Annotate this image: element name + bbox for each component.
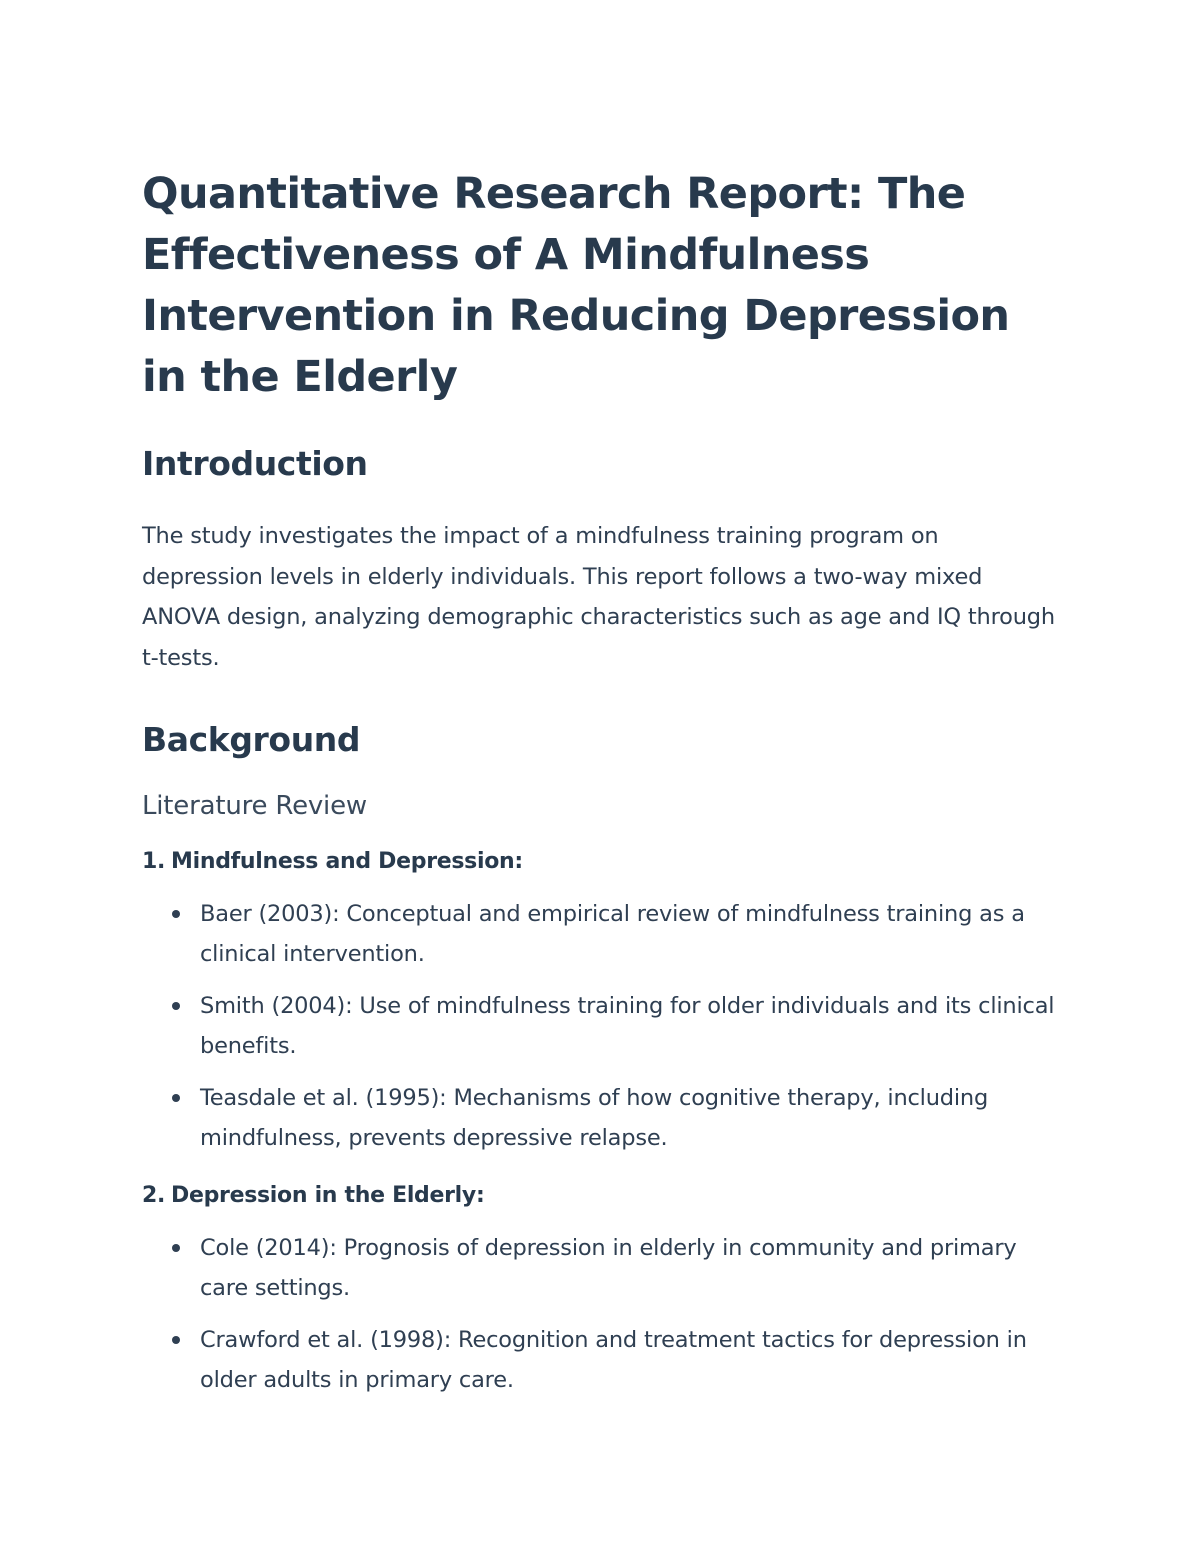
numbered-item-mindfulness-depression [142, 844, 1062, 880]
item-label: Mindfulness and Depression: [171, 849, 523, 874]
bullet-icon [172, 1336, 180, 1344]
reference-text: Baer (2003): Conceptual and empirical review of mindfulness training as a clinical intervention. [200, 901, 1025, 967]
introduction-heading: Introduction [142, 444, 368, 483]
document-title: Quantitative Research Report: The Effectiveness of A Mindfulness Intervention in Reducing Depression in the Elderly [142, 169, 1010, 402]
list-item [200, 1228, 1062, 1308]
list-item [200, 1078, 1062, 1158]
numbered-item-depression-elderly [142, 1178, 1062, 1214]
reference-text: Smith (2004): Use of mindfulness training for older individuals and its clinical benefits. [200, 993, 1055, 1059]
reference-list [142, 894, 1062, 1158]
bullet-icon [172, 1244, 180, 1252]
item-number: 1. [142, 849, 166, 874]
background-heading: Background [142, 720, 361, 759]
item-label: Depression in the Elderly: [171, 1183, 485, 1208]
reference-list [142, 1228, 1062, 1400]
bullet-icon [172, 1094, 180, 1102]
list-item [200, 986, 1062, 1066]
reference-text: Crawford et al. (1998): Recognition and treatment tactics for depression in older adults in primary care. [200, 1327, 1027, 1393]
introduction-paragraph: The study investigates the impact of a mindfulness training program on depression levels in elderly individuals. This report follows a two-way mixed ANOVA design, analyzing demographic characteristics such as age and IQ through t-tests. [142, 523, 1055, 671]
literature-review-subheading: Literature Review [142, 791, 367, 821]
reference-text: Cole (2014): Prognosis of depression in elderly in community and primary care settings. [200, 1235, 1017, 1301]
document-page [142, 164, 1062, 1412]
item-number: 2. [142, 1183, 166, 1208]
list-item [200, 894, 1062, 974]
reference-text: Teasdale et al. (1995): Mechanisms of how cognitive therapy, including mindfulness, prevents depressive relapse. [200, 1085, 989, 1151]
bullet-icon [172, 1002, 180, 1010]
list-item [200, 1320, 1062, 1400]
bullet-icon [172, 910, 180, 918]
